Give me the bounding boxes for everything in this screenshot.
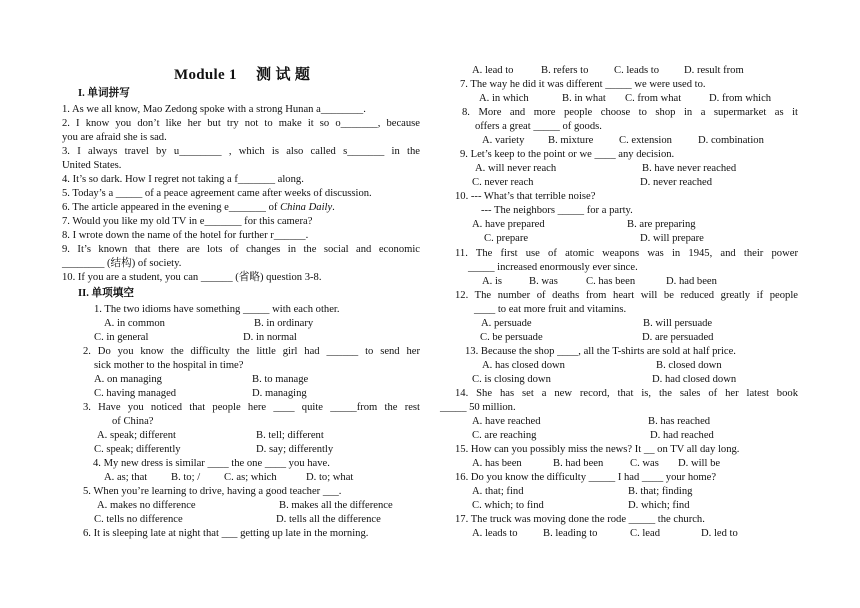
option: B. leading to [543, 528, 598, 539]
question-text: . [332, 202, 335, 213]
question-stem: 5. When you’re learning to drive, having a good teacher ___. [83, 486, 342, 497]
question-line: 9. It’s known that there are lots of changes in the social and economic [62, 244, 420, 255]
question-line [62, 202, 335, 214]
section-heading-vocabulary: I. 单词拼写 [78, 88, 130, 99]
option: A. speak; different [97, 430, 176, 441]
option: C. having managed [94, 388, 177, 399]
question-stem: 10. --- What’s that terrible noise? [455, 191, 596, 202]
question-stem: sick mother to the hospital in time? [94, 360, 244, 371]
option: A. lead to [472, 65, 514, 76]
option: A. that; find [472, 486, 524, 497]
option: D. will be [678, 458, 721, 469]
option: C. is closing down [472, 374, 551, 385]
option: B. was [529, 276, 558, 287]
option: A. is [482, 276, 503, 287]
option: A. have prepared [472, 219, 545, 230]
option: D. which; find [628, 500, 690, 511]
option: D. in normal [243, 332, 297, 343]
question-stem: 4. My new dress is similar ____ the one ____ you have. [93, 458, 330, 469]
option: A. makes no difference [97, 500, 196, 511]
option: C. was [630, 458, 659, 469]
option: D. led to [701, 528, 738, 539]
option: D. tells all the difference [276, 514, 381, 525]
question-stem: 15. How can you possibly miss the news? It __ on TV all day long. [455, 444, 740, 455]
page-title: Module 1 测 试 题 [174, 67, 311, 83]
option: D. had reached [650, 430, 714, 441]
question-stem: ____ to eat more fruit and vitamins. [474, 304, 627, 315]
option: A. leads to [472, 528, 518, 539]
option: C. leads to [614, 65, 660, 76]
option: D. had been [666, 276, 717, 287]
question-line: 3. I always travel by u________ , which is also called s_______ in the [62, 146, 420, 157]
option: D. managing [252, 388, 307, 399]
question-stem: 11. The first use of atomic weapons was in 1945, and their power [455, 248, 798, 259]
option: B. in ordinary [254, 318, 314, 329]
option: C. tells no difference [94, 514, 183, 525]
question-line: 2. I know you don’t like her but try not to make it so o_______, because [62, 118, 420, 129]
question-stem: offers a great _____ of goods. [475, 121, 602, 132]
option: B. in what [562, 93, 606, 104]
question-stem: 8. More and more people choose to shop in a supermarket as it [462, 107, 798, 118]
option: B. mixture [548, 135, 594, 146]
option: B. closed down [656, 360, 722, 371]
option: D. will prepare [640, 233, 704, 244]
option: C. in general [94, 332, 149, 343]
question-stem: 13. Because the shop ____, all the T-shirts are sold at half price. [465, 346, 736, 357]
option: D. had closed down [652, 374, 737, 385]
question-stem: 6. It is sleeping late at night that ___ getting up late in the morning. [83, 528, 369, 539]
question-text: 6. The article appeared in the evening e_______ of [62, 202, 281, 213]
option: A. has been [472, 458, 522, 469]
option: B. had been [553, 458, 604, 469]
question-line: 5. Today’s a _____ of a peace agreement came after weeks of discussion. [62, 188, 372, 199]
section-heading-multiple-choice: II. 单项填空 [78, 288, 134, 299]
option: D. say; differently [256, 444, 334, 455]
option: B. to manage [252, 374, 309, 385]
option: C. extension [619, 135, 672, 146]
question-stem: 3. Have you noticed that people here ____ quite _____from the rest [83, 402, 420, 413]
option: C. which; to find [472, 500, 544, 511]
option: A. have reached [472, 416, 541, 427]
question-stem: 16. Do you know the difficulty _____ I had ____ your home? [455, 472, 717, 483]
question-stem: 9. Let’s keep to the point or we ____ any decision. [460, 149, 675, 160]
option: C. prepare [484, 233, 529, 244]
question-stem: 1. The two idioms have something _____ with each other. [94, 304, 340, 315]
question-line: 1. As we all know, Mao Zedong spoke with a strong Hunan a________. [62, 104, 366, 115]
question-stem: _____ 50 million. [440, 402, 516, 413]
option: D. from which [709, 93, 772, 104]
option: A. has closed down [482, 360, 565, 371]
option: B. have never reached [642, 163, 737, 174]
question-line: 8. I wrote down the name of the hotel for further r______. [62, 230, 309, 241]
question-stem: 7. The way he did it was different _____ we were used to. [460, 79, 706, 90]
option: A. variety [482, 135, 525, 146]
question-line: 7. Would you like my old TV in e_______ for this camera? [62, 216, 313, 227]
option: C. be persuade [480, 332, 543, 343]
option: C. never reach [472, 177, 534, 188]
option: B. will persuade [643, 318, 713, 329]
option: A. on managing [94, 374, 162, 385]
question-stem: --- The neighbors _____ for a party. [481, 205, 633, 216]
question-stem: 14. She has set a new record, that is, the sales of her latest book [455, 388, 798, 399]
option: A. in which [479, 93, 529, 104]
option: B. makes all the difference [279, 500, 393, 511]
option: A. will never reach [475, 163, 557, 174]
question-stem: _____ increased enormously ever since. [468, 262, 638, 273]
option: B. has reached [648, 416, 711, 427]
option: D. are persuaded [642, 332, 714, 343]
question-stem: of China? [112, 416, 154, 427]
question-line: United States. [62, 160, 122, 171]
option: C. are reaching [472, 430, 537, 441]
option: A. persuade [481, 318, 532, 329]
option: A. as; that [104, 472, 148, 483]
option: B. to; / [171, 472, 201, 483]
option: C. speak; differently [94, 444, 181, 455]
question-stem: 12. The number of deaths from heart will be reduced greatly if people [455, 290, 798, 301]
option: A. in common [104, 318, 165, 329]
option: D. combination [698, 135, 764, 146]
question-line: 10. If you are a student, you can ______ (省略) question 3-8. [62, 272, 322, 283]
option: D. never reached [640, 177, 713, 188]
option: B. tell; different [256, 430, 324, 441]
question-line: ________ (结构) of society. [62, 258, 182, 269]
option: C. lead [630, 528, 661, 539]
option: C. has been [586, 276, 636, 287]
option: B. are preparing [627, 219, 696, 230]
question-stem: 17. The truck was moving done the rode _____ the church. [455, 514, 705, 525]
option: C. as; which [224, 472, 277, 483]
option: B. that; finding [628, 486, 693, 497]
option: B. refers to [541, 65, 589, 76]
question-line: you are afraid she is sad. [62, 132, 167, 143]
option: D. to; what [306, 472, 354, 483]
option: D. result from [684, 65, 744, 76]
newspaper-title: China Daily [280, 202, 333, 213]
question-line: 4. It’s so dark. How I regret not taking a f_______ along. [62, 174, 304, 185]
question-stem: 2. Do you know the difficulty the little girl had ______ to send her [83, 346, 420, 357]
option: C. from what [625, 93, 682, 104]
